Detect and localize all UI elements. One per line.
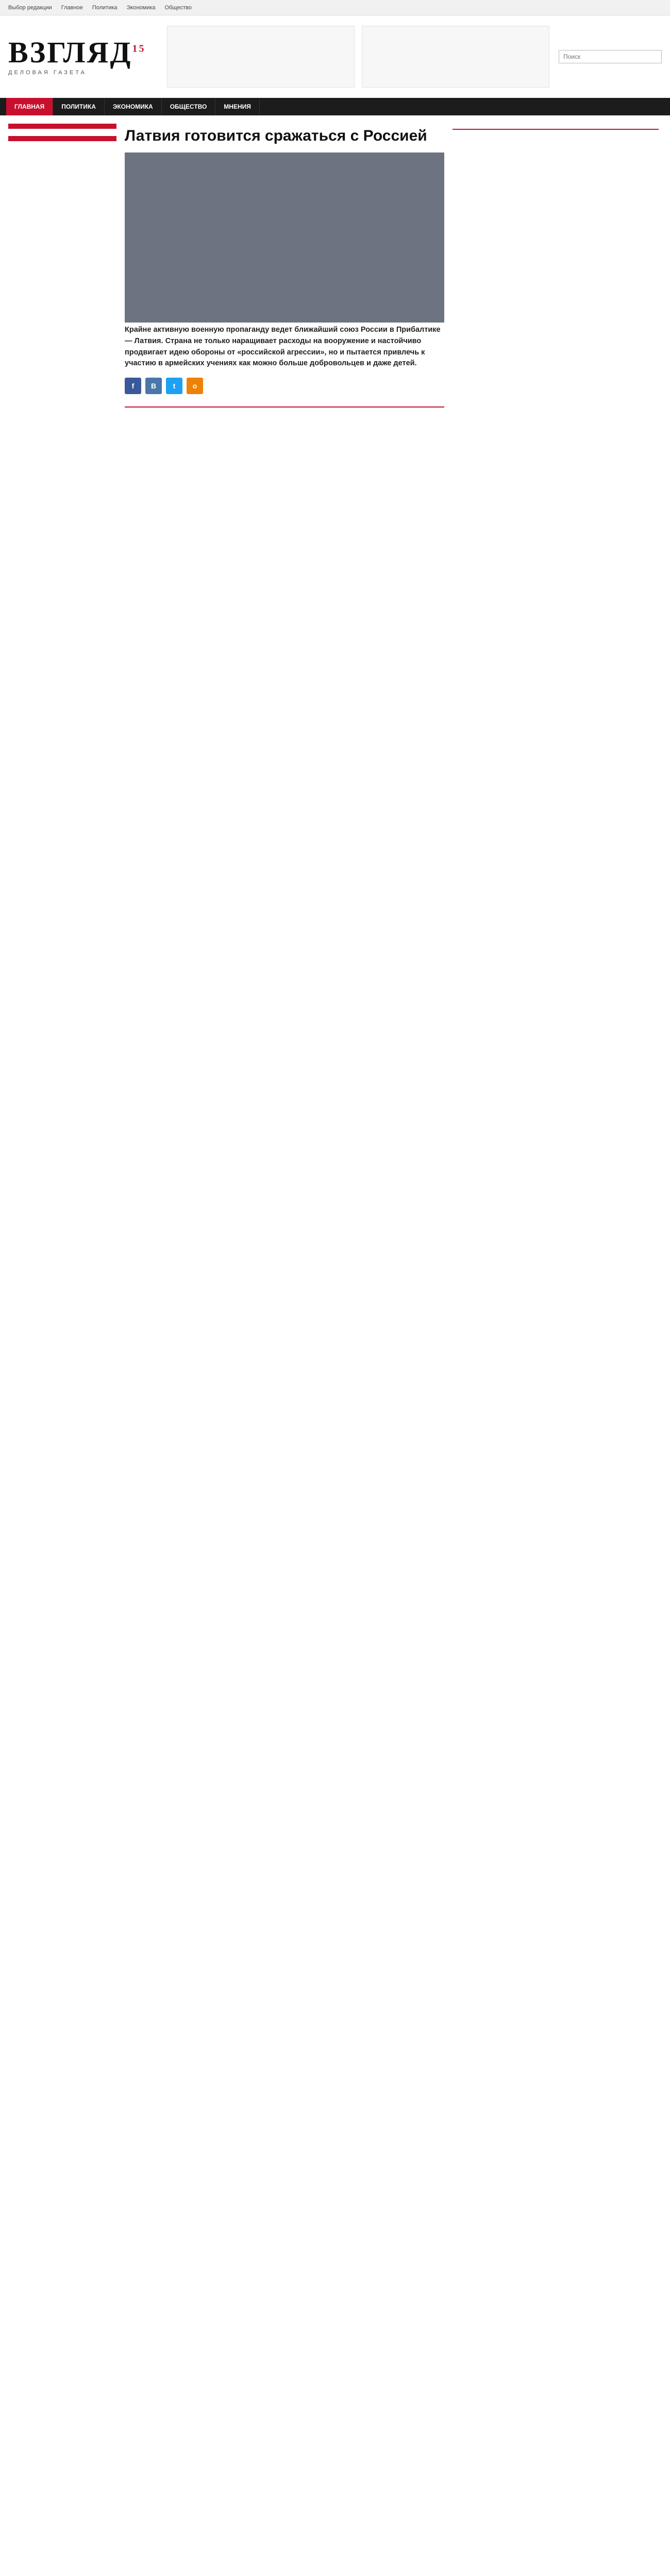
topbar-link[interactable]: Главное — [61, 4, 83, 11]
logo-tagline: ДЕЛОВАЯ ГАЗЕТА — [8, 70, 87, 76]
search — [559, 50, 662, 63]
topbar-link[interactable]: Экономика — [126, 4, 156, 11]
search-input[interactable] — [559, 50, 662, 63]
content-layout — [0, 115, 670, 421]
nav-item-society[interactable]: ОБЩЕСТВО — [162, 98, 216, 115]
topbar-link[interactable]: Политика — [92, 4, 118, 11]
header-promo-2[interactable] — [362, 26, 549, 88]
article-title: Латвия готовится сражаться с Россией — [125, 127, 427, 144]
ok-share-icon[interactable]: o — [187, 378, 203, 394]
right-sidebar — [453, 124, 659, 413]
logo-wordmark: ВЗГЛЯД$^{15}$ — [8, 36, 146, 69]
vk-share-icon[interactable]: B — [145, 378, 162, 394]
article-lead: Крайне активную военную пропаганду ведет ближайший союз России в Прибалтике — Латвия. Страна не только наращивает расходы на вооружение и настойчиво продвигает идею обороны от «российской агрессии», но и пытается привлечь к участию в армейских учениях как можно больше добровольцев и даже детей. — [125, 326, 441, 368]
nav-item-main[interactable]: ГЛАВНАЯ — [6, 98, 53, 115]
share-buttons — [125, 378, 444, 394]
comments-section — [125, 404, 444, 408]
facebook-share-icon[interactable]: f — [125, 378, 141, 394]
left-sidebar — [8, 124, 116, 413]
comments-title — [125, 404, 444, 408]
article — [125, 124, 444, 413]
right-section-title — [453, 127, 659, 130]
site-header — [0, 15, 670, 98]
nav-item-politics[interactable]: ПОЛИТИКА — [53, 98, 105, 115]
site-logo[interactable] — [8, 35, 158, 78]
nav-item-economy[interactable]: ЭКОНОМИКА — [105, 98, 162, 115]
header-promo-blocks — [167, 26, 549, 88]
article-main-photo — [125, 152, 444, 323]
twitter-share-icon[interactable]: t — [166, 378, 182, 394]
top-bar — [0, 0, 670, 15]
main-nav — [0, 98, 670, 115]
topbar-link[interactable]: Выбор редакции — [8, 4, 52, 11]
topbar-link[interactable]: Общество — [164, 4, 192, 11]
header-promo-1[interactable] — [167, 26, 355, 88]
nav-item-opinions[interactable]: МНЕНИЯ — [215, 98, 260, 115]
left-section-title — [8, 124, 116, 129]
left-featured-title — [8, 136, 116, 141]
